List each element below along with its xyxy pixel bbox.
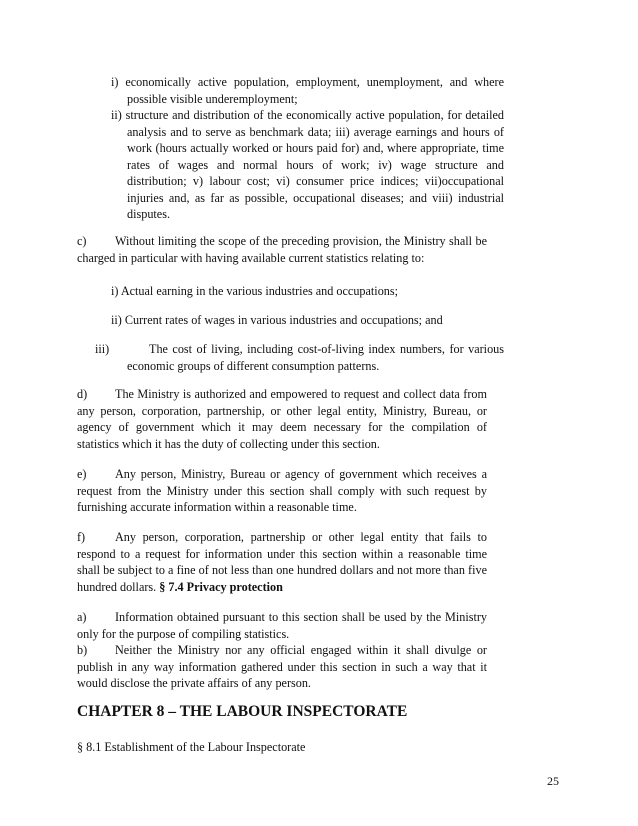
list-c-item-iii <box>95 341 504 374</box>
chapter-heading: CHAPTER 8 – THE LABOUR INSPECTORATE <box>77 703 408 720</box>
paragraph-c <box>77 233 487 266</box>
paragraph-f <box>77 529 487 595</box>
list-c-item-iii-label: iii) <box>95 342 110 356</box>
paragraph-e-text: Any person, Ministry, Bureau or agency of government which receives a request from the Ministry under this section shall comply with such request by furnishing accurate information within a reasonable time. <box>77 467 487 514</box>
paragraph-f-label: f) <box>77 530 86 544</box>
list-c-item-ii: ii) Current rates of wages in various industries and occupations; and <box>111 313 443 327</box>
section-7-4-heading: § 7.4 Privacy protection <box>159 579 283 594</box>
list-a-item-i: i) economically active population, employment, unemployment, and where possible visible underemployment; <box>111 75 504 106</box>
paragraph-d-text: The Ministry is authorized and empowered to request and collect data from any person, corporation, partnership, or other legal entity, Ministry, Bureau, or agency of government which it may deem necessary for the compilation of statistics which it has the duty of collecting under this section. <box>77 387 487 451</box>
list-a-item-ii: ii) structure and distribution of the economically active population, for detailed analysis and to serve as benchmark data; iii) average earnings and hours of work (hours actually worked or hours paid for) and, where appropriate, time rates of wages and normal hours of work; iv) wage structure and distribution; v) labour cost; vi) consumer price indices; vii)occupational injuries and, as far as possible, occupational diseases; and viii) industrial disputes. <box>111 108 504 221</box>
paragraph-a-privacy-label: a) <box>77 610 87 624</box>
paragraph-f-text: Any person, corporation, partnership or other legal entity that fails to respond to a request for information under this section within a reasonable time shall be subject to a fine of not less than one hundred dollars and not more than five hundred dollars. <box>77 530 487 594</box>
list-c-item-iii-text: The cost of living, including cost-of-living index numbers, for various economic groups of different consumption patterns. <box>127 342 504 373</box>
paragraph-a-privacy-text: Information obtained pursuant to this section shall be used by the Ministry only for the purpose of compiling statistics. <box>77 610 487 641</box>
paragraph-a-privacy <box>77 609 487 642</box>
paragraph-e-label: e) <box>77 467 87 481</box>
paragraph-e <box>77 466 487 516</box>
paragraph-d <box>77 386 487 452</box>
paragraph-c-label: c) <box>77 234 87 248</box>
list-c-item-i: i) Actual earning in the various industries and occupations; <box>111 284 399 298</box>
section-8-1-heading: § 8.1 Establishment of the Labour Inspectorate <box>77 740 306 754</box>
paragraph-b-privacy-label: b) <box>77 643 88 657</box>
paragraph-d-label: d) <box>77 387 88 401</box>
paragraph-b-privacy <box>77 642 487 692</box>
page-number: 25 <box>547 774 559 788</box>
paragraph-b-privacy-text: Neither the Ministry nor any official engaged within it shall divulge or publish in any way information gathered under this section in such a way that it would disclose the private affairs of any person. <box>77 643 487 690</box>
paragraph-c-text: Without limiting the scope of the preceding provision, the Ministry shall be charged in particular with having available current statistics relating to: <box>77 234 487 265</box>
